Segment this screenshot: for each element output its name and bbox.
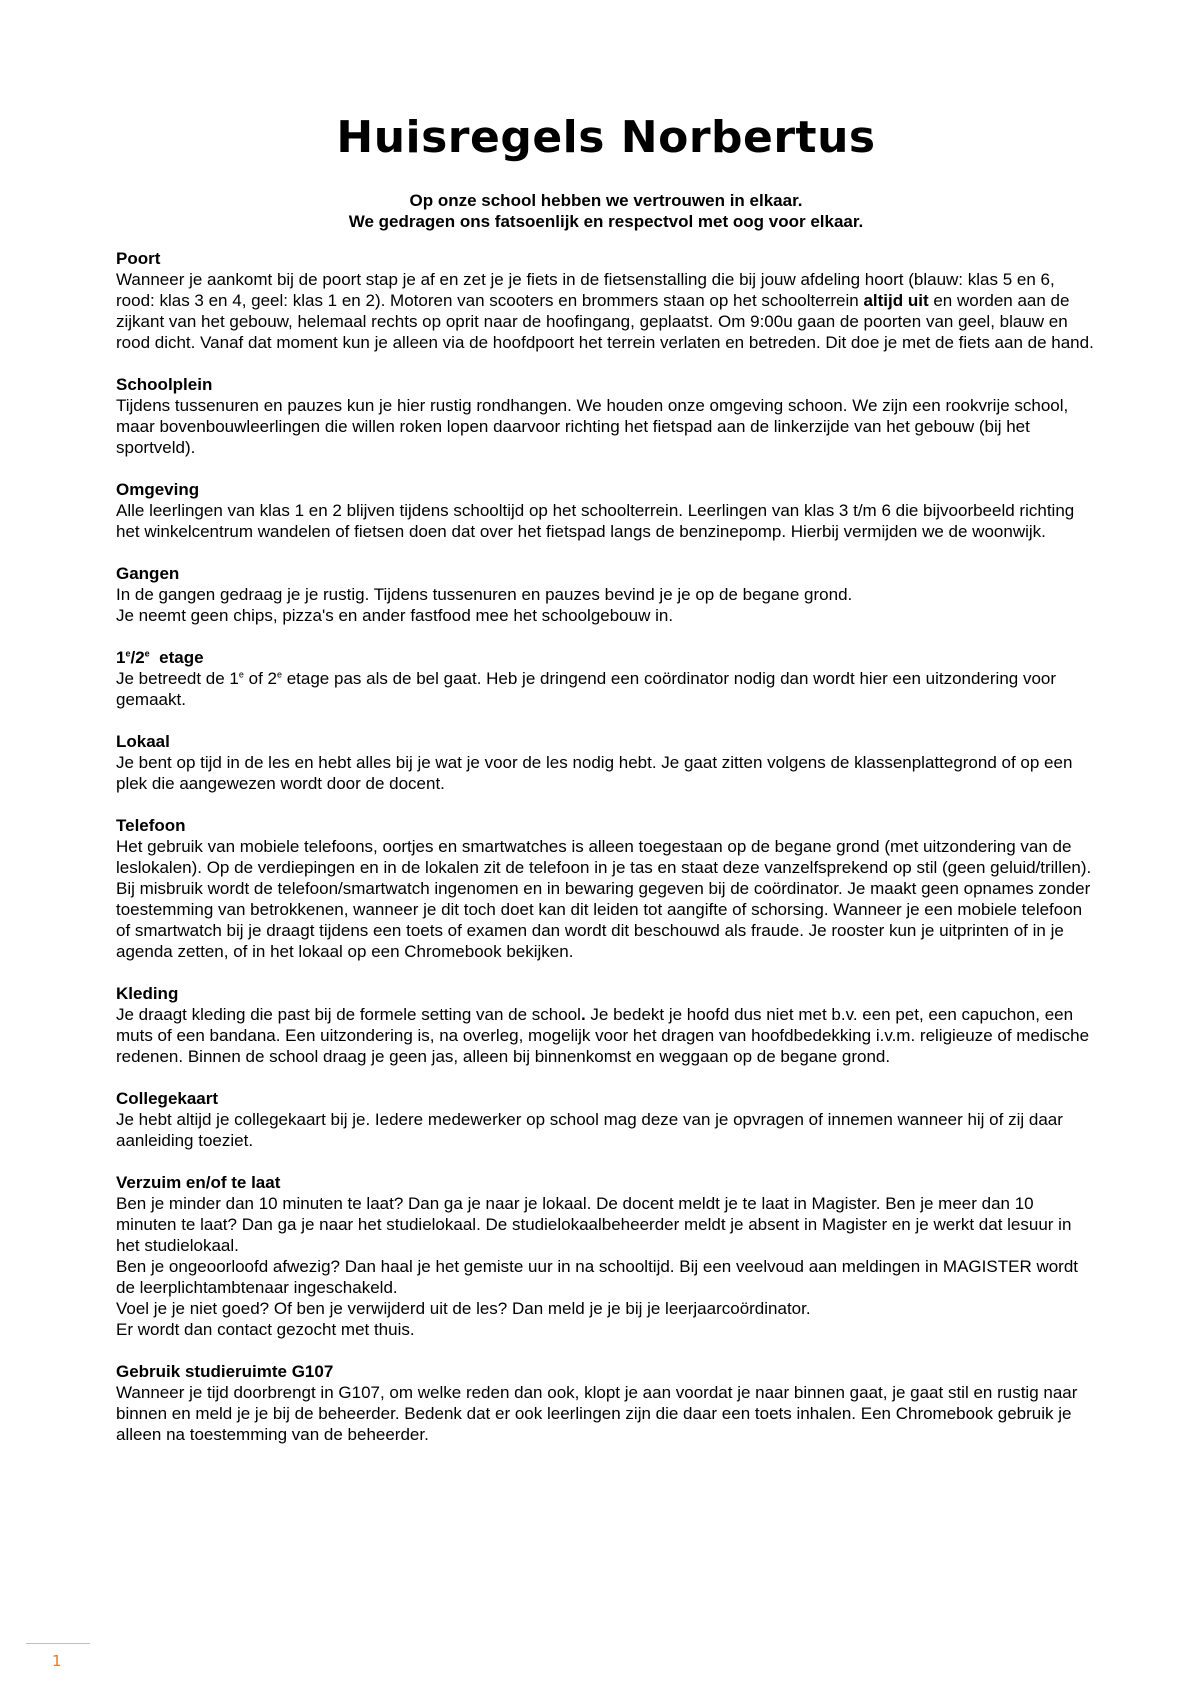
text-run: Wanneer je aankomt bij de poort stap je af en zet je je fiets in de fietsenstalling die bij jouw afdeling hoort (blauw: klas 5 en 6, rood: klas 3 en 4, geel: klas 1 en 2). Motoren van scooters en brommers staan op het schoolterrein xyxy=(116,270,1055,310)
ordinal-suffix: e xyxy=(276,669,282,680)
text-run: etage pas als de bel gaat. Heb je dringend een coördinator nodig dan wordt hier een uitzondering voor gemaakt. xyxy=(116,669,1057,709)
section-text xyxy=(116,1004,1096,1067)
section-heading: Kleding xyxy=(116,984,179,1003)
intro xyxy=(116,190,1096,232)
section-text-line-1: Ben je minder dan 10 minuten te laat? Dan ga je naar je lokaal. De docent meldt je te laat in Magister. Ben je meer dan 10 minuten te laat? Dan ga je naar het studielokaal. De studielokaalbeheerder meldt je absent in Magister en je werkt dat lesuur in het studielokaal. xyxy=(116,1194,1072,1255)
section-text: Het gebruik van mobiele telefoons, oortjes en smartwatches is alleen toegestaan op de begane grond (met uitzondering van de leslokalen). Op de verdiepingen en in de lokalen zit de telefoon in je tas en staat deze vanzelfsprekend op stil (geen geluid/trillen). Bij misbruik wordt de telefoon/smartwatch ingenomen en in bewaring gegeven bij de coördinator. Je maakt geen opnames zonder toestemming van betrokkenen, wanneer je dit toch doet kan dit leiden tot aangifte of schorsing. Wanneer je een mobiele telefoon of smartwatch bij je draagt tijdens een toets of examen dan wordt dit beschouwd als fraude. Je rooster kun je uitprinten of in je agenda zetten, of in het lokaal op een Chromebook bekijken. xyxy=(116,837,1092,961)
heading-run: 1 xyxy=(116,648,126,667)
section-heading: Omgeving xyxy=(116,480,200,499)
section-omgeving xyxy=(116,479,1096,542)
text-run: en worden aan de zijkant van het gebouw, helemaal rechts op oprit naar de hoofingang, geplaatst. Om 9:00u gaan de poorten van geel, blauw en rood dicht. Vanaf dat moment kun je alleen via de hoofdpoort het terrein verlaten en betreden. Dit doe je met de fiets aan de hand. xyxy=(116,291,1094,352)
section-poort xyxy=(116,248,1096,353)
section-text: Je bent op tijd in de les en hebt alles bij je wat je voor de les nodig hebt. Je gaat zitten volgens de klassenplattegrond of op een plek die aangewezen wordt door de docent. xyxy=(116,753,1073,793)
section-text: Je hebt altijd je collegekaart bij je. Iedere medewerker op school mag deze van je opvragen of innemen wanneer hij of zij daar aanleiding toeziet. xyxy=(116,1110,1063,1150)
section-kleding xyxy=(116,983,1096,1067)
bold-text: altijd uit xyxy=(863,291,929,310)
section-gangen xyxy=(116,563,1096,626)
section-heading: Verzuim en/of te laat xyxy=(116,1173,281,1192)
heading-run: etage xyxy=(149,648,204,667)
section-heading: Telefoon xyxy=(116,816,186,835)
ordinal-suffix: e xyxy=(125,648,131,659)
page-number: 1 xyxy=(52,1652,62,1670)
intro-line-2: We gedragen ons fatsoenlijk en respectvol met oog voor elkaar. xyxy=(348,212,864,231)
section-text xyxy=(116,269,1096,353)
section-heading xyxy=(116,647,1096,668)
footer-divider xyxy=(26,1643,90,1644)
page-title: Huisregels Norbertus xyxy=(336,112,876,163)
section-text xyxy=(116,668,1096,710)
section-collegekaart xyxy=(116,1088,1096,1151)
section-text: Tijdens tussenuren en pauzes kun je hier rustig rondhangen. We houden onze omgeving schoon. We zijn een rookvrije school, maar bovenbouwleerlingen die willen roken lopen daarvoor richting het fietspad aan de linkerzijde van het gebouw (bij het sportveld). xyxy=(116,396,1069,457)
section-text-line-4: Er wordt dan contact gezocht met thuis. xyxy=(116,1320,415,1339)
section-heading: Poort xyxy=(116,249,161,268)
section-verzuim xyxy=(116,1172,1096,1340)
intro-line-1: Op onze school hebben we vertrouwen in elkaar. xyxy=(409,191,803,210)
text-run: Je bedekt je hoofd dus niet met b.v. een pet, een capuchon, een muts of een bandana. Een uitzondering is, na overleg, mogelijk voor het dragen van hoofdbedekking i.v.m. religieuze of medische redenen. Binnen de school draag je geen jas, alleen bij binnenkomst en weggaan op de begane grond. xyxy=(116,1005,1090,1066)
document-page xyxy=(116,112,1096,1466)
section-telefoon xyxy=(116,815,1096,962)
section-text: Alle leerlingen van klas 1 en 2 blijven tijdens schooltijd op het schoolterrein. Leerlingen van klas 3 t/m 6 die bijvoorbeeld richting het winkelcentrum wandelen of fietsen doen dat over het fietspad langs de benzinepomp. Hierbij vermijden we de woonwijk. xyxy=(116,501,1075,541)
section-heading: Lokaal xyxy=(116,732,170,751)
section-lokaal xyxy=(116,731,1096,794)
text-run: Je betreedt de 1 xyxy=(116,669,239,688)
section-heading: Gebruik studieruimte G107 xyxy=(116,1362,334,1381)
section-heading: Collegekaart xyxy=(116,1089,219,1108)
section-heading: Gangen xyxy=(116,564,180,583)
section-text: Wanneer je tijd doorbrengt in G107, om welke reden dan ook, klopt je aan voordat je naar binnen gaat, je gaat stil en rustig naar binnen en meld je je bij de beheerder. Bedenk dat er ook leerlingen zijn die daar een toets inhalen. Een Chromebook gebruik je alleen na toestemming van de beheerder. xyxy=(116,1383,1078,1444)
section-etage xyxy=(116,647,1096,710)
bold-text: . xyxy=(580,1005,586,1024)
ordinal-suffix: e xyxy=(238,669,244,680)
section-heading: Schoolplein xyxy=(116,375,213,394)
ordinal-suffix: e xyxy=(144,648,150,659)
section-schoolplein xyxy=(116,374,1096,458)
section-studieruimte xyxy=(116,1361,1096,1445)
section-text-line-3: Voel je je niet goed? Of ben je verwijderd uit de les? Dan meld je je bij je leerjaarcoördinator. xyxy=(116,1299,811,1318)
section-text-line-2: Je neemt geen chips, pizza's en ander fastfood mee het schoolgebouw in. xyxy=(116,606,674,625)
heading-run: /2 xyxy=(130,648,145,667)
section-text-line-1: In de gangen gedraag je je rustig. Tijdens tussenuren en pauzes bevind je je op de begane grond. xyxy=(116,585,853,604)
section-text-line-2: Ben je ongeoorloofd afwezig? Dan haal je het gemiste uur in na schooltijd. Bij een veelvoud aan meldingen in MAGISTER wordt de leerplichtambtenaar ingeschakeld. xyxy=(116,1257,1079,1297)
text-run: of 2 xyxy=(243,669,277,688)
text-run: Je draagt kleding die past bij de formele setting van de school xyxy=(116,1005,581,1024)
